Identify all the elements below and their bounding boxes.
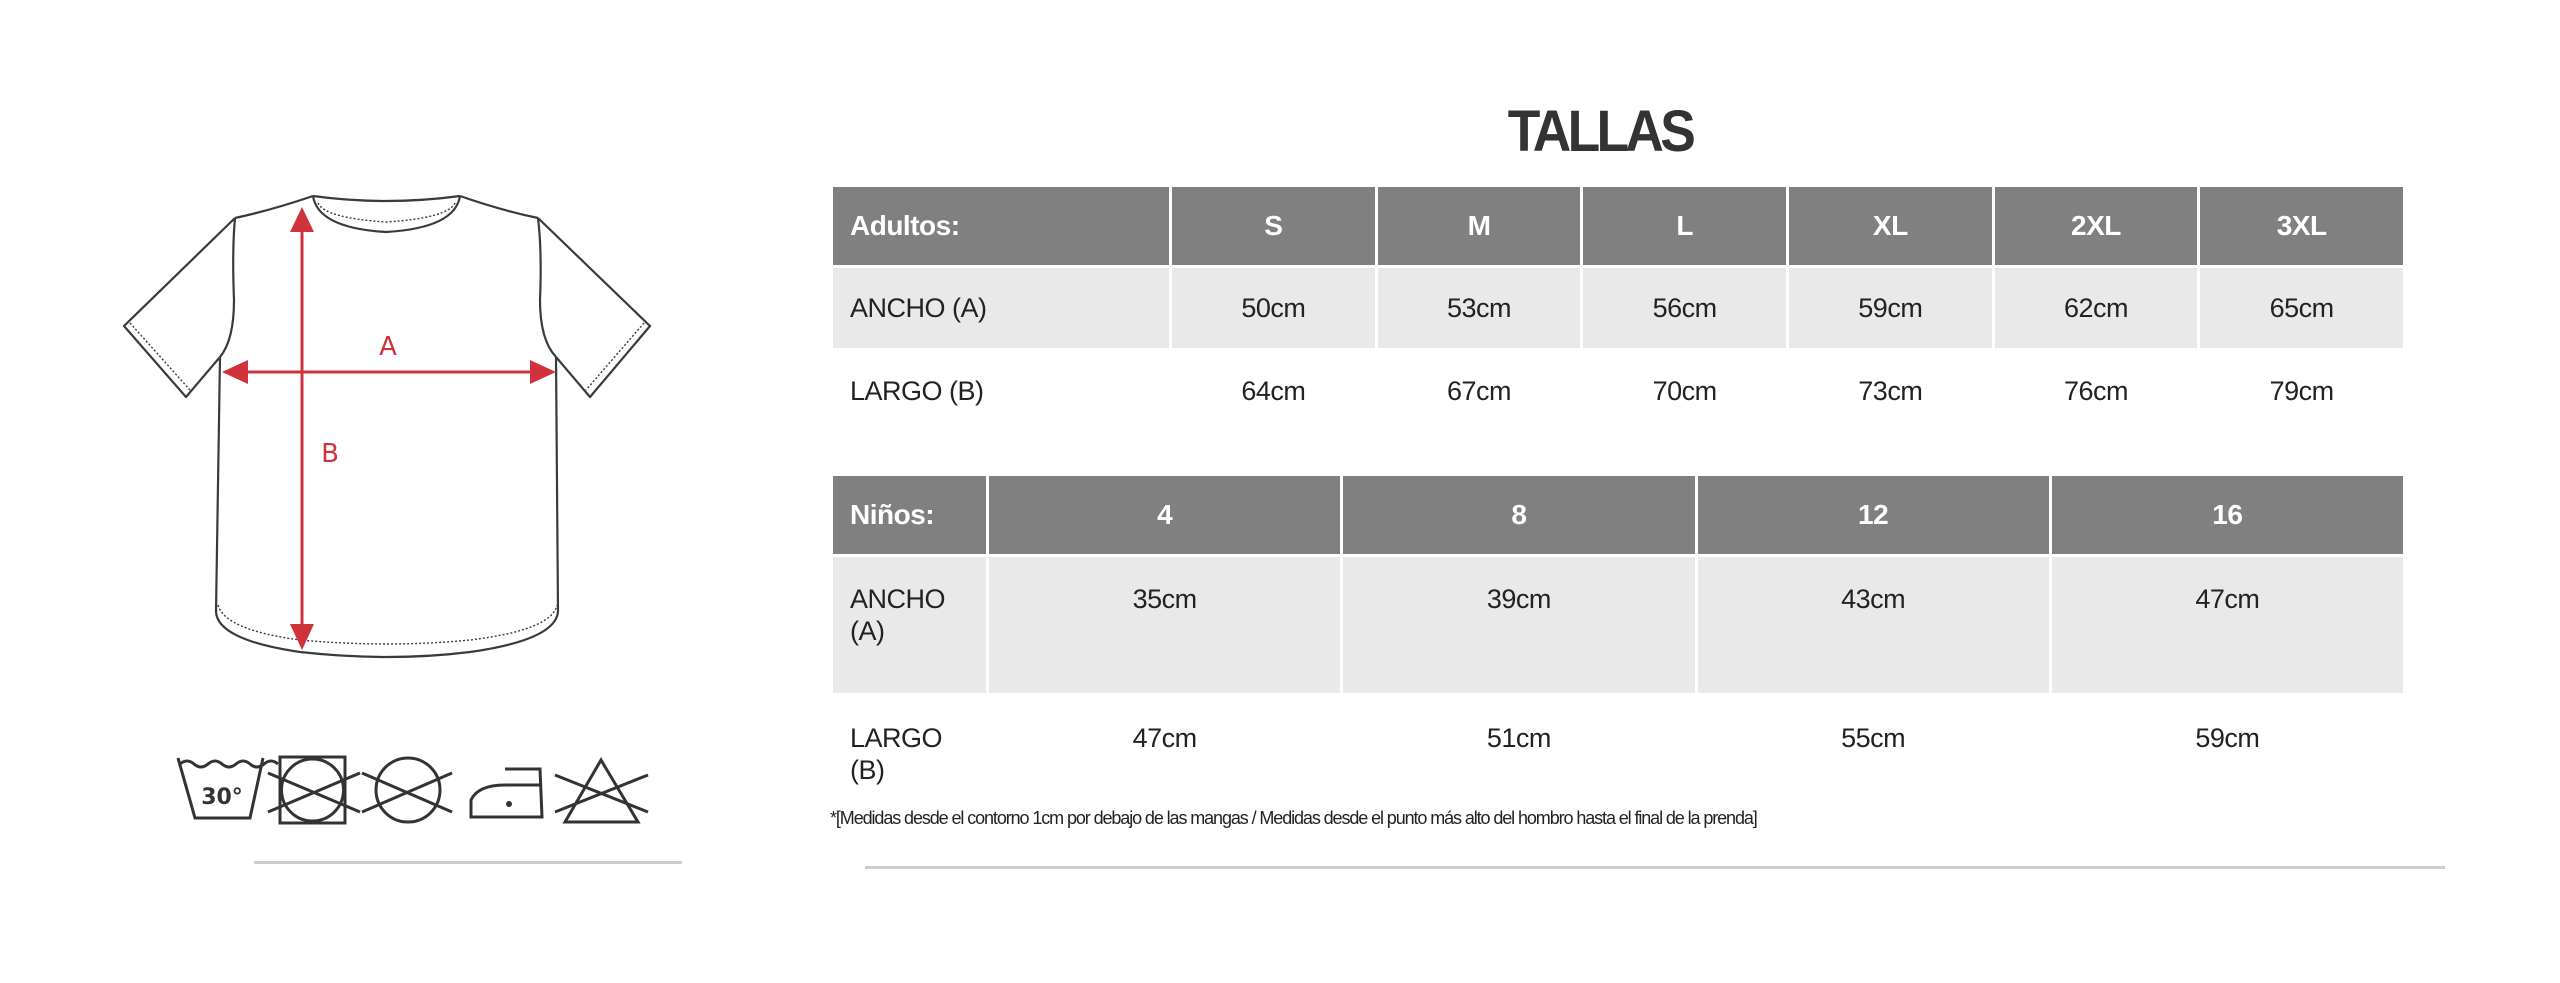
size-12: 12 [1698,476,2049,554]
table-row [833,268,2403,348]
size-2xl: 2XL [1995,187,2198,265]
adults-header-row [833,187,2403,265]
cell-value: 47cm [2052,557,2403,693]
cell-value: 62cm [1995,268,2198,348]
size-4: 4 [989,476,1340,554]
size-m: M [1378,187,1581,265]
row-label: LARGO (B) [850,723,943,785]
size-l: L [1583,187,1786,265]
cell-value: 59cm [1789,268,1992,348]
row-label: ANCHO (A) [833,268,1169,348]
cell-value: 65cm [2200,268,2403,348]
cell-value: 59cm [2195,723,2260,753]
cell-value: 76cm [2063,375,2128,406]
cell-value: 79cm [2269,375,2334,406]
tshirt-measurement-diagram [100,180,680,680]
cell-value: 50cm [1172,268,1375,348]
cell-value: 53cm [1378,268,1581,348]
cell-value: 67cm [1446,375,1511,406]
cell-value: 70cm [1652,375,1717,406]
adults-header-label: Adultos: [833,187,1169,265]
cell-value: 64cm [1241,375,1306,406]
size-xl: XL [1789,187,1992,265]
cell-value: 43cm [1698,557,2049,693]
row-label: LARGO (B) [850,375,984,406]
cell-value: 39cm [1343,557,1694,693]
no-bleach-icon [555,760,648,822]
page-title: TALLAS [1507,99,1693,164]
size-s: S [1172,187,1375,265]
right-divider [865,866,2445,869]
kids-size-table [830,473,2406,835]
wash-30-icon [178,758,278,818]
row-label: ANCHO (A) [833,557,986,693]
cell-value: 55cm [1841,723,1906,753]
care-icons [170,745,650,835]
kids-header-label: Niños: [833,476,986,554]
kids-header-row [833,476,2403,554]
wash-temp-label: 30° [201,785,243,810]
no-dry-clean-icon [362,758,452,822]
measure-arrows [222,207,556,650]
table-row [833,557,2403,693]
size-3xl: 3XL [2200,187,2403,265]
measure-label-a: A [379,332,397,362]
adults-size-table [830,184,2406,434]
no-tumble-dry-icon [268,757,360,823]
left-divider [254,861,682,864]
size-16: 16 [2052,476,2403,554]
cell-value: 47cm [1132,723,1197,753]
table-row [833,351,2403,431]
cell-value: 51cm [1486,723,1551,753]
measure-label-b: B [321,439,339,469]
cell-value: 35cm [989,557,1340,693]
cell-value: 56cm [1583,268,1786,348]
size-8: 8 [1343,476,1694,554]
tshirt-outline-icon [124,196,650,657]
iron-low-icon [471,769,542,817]
cell-value: 73cm [1858,375,1923,406]
measurement-footnote: *[Medidas desde el contorno 1cm por debajo de las mangas / Medidas desde el punto más alto del hombro hasta el final de la prenda] [830,808,1757,828]
